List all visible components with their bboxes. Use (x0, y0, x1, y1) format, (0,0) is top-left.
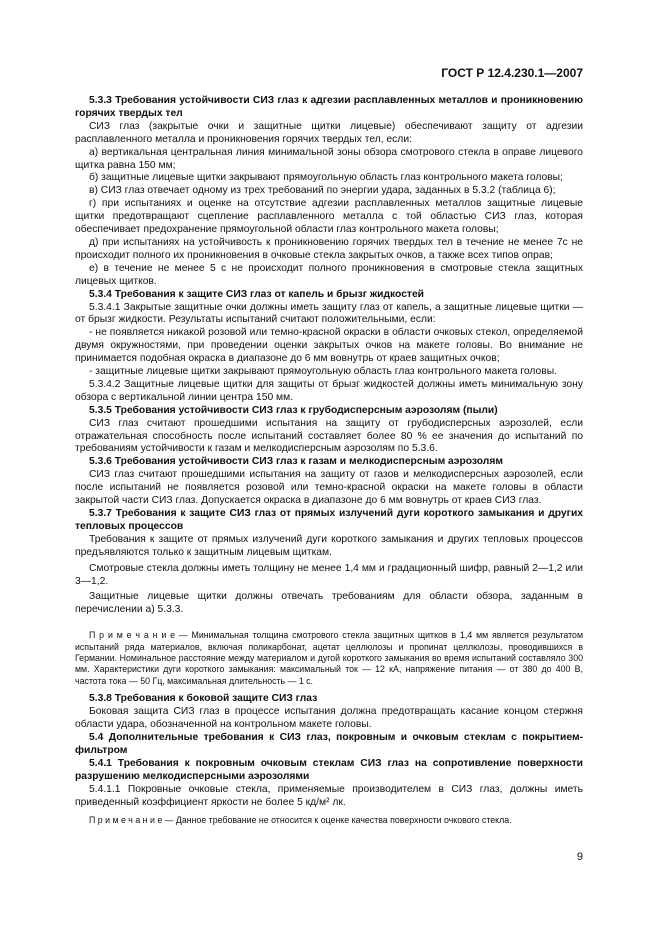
section-heading-5-3-8: 5.3.8 Требования к боковой защите СИЗ глаз (89, 693, 318, 705)
section-heading-5-3-6: 5.3.6 Требования устойчивости СИЗ глаз к газам и мелкодисперсным аэрозолям (89, 456, 503, 468)
list-item: г) при испытаниях и оценке на отсутствие адгезии расплавленных металлов защитные лицевые щитки предотвращают сцепление расплавленного металла с той областью СИЗ глаз, которая обеспечивает предохранение прямоугольной области глаз контрольного макета головы; (75, 198, 583, 236)
paragraph: СИЗ глаз считают прошедшими испытания на защиту от грубодисперсных аэрозолей, если отражательная способность после испытаний составляет более 80 % ее значения до испытаний по требованиям устойчивости к газам и мелкодисперсным аэрозолям по 5.3.6. (75, 417, 583, 455)
list-item: б) защитные лицевые щитки закрывают прямоугольную область глаз контрольного макета головы; (89, 172, 563, 184)
paragraph: 5.4.1.1 Покровные очковые стекла, применяемые производителем в СИЗ глаз, должны иметь приведенный коэффициент яркости не более 5 кд/м² лк. (75, 783, 583, 808)
list-item: е) в течение не менее 5 с не происходит полного проникновения в смотровые стекла защитных лицевых щитков. (75, 262, 583, 287)
paragraph: СИЗ глаз считают прошедшими испытания на защиту от газов и мелкодисперсных аэрозолей, если после испытаний не появляется розовой или темно-красной окраски на макете головы в области закрытой части СИЗ глаз. Допускается окраска в диапазоне до 6 мм вовнутрь от краев СИЗ глаз. (75, 469, 583, 507)
paragraph: Боковая защита СИЗ глаз в процессе испытания должна предотвращать касание концом стержня области удара, обозначенной на контрольном макете головы. (75, 706, 583, 731)
paragraph: СИЗ глаз (закрытые очки и защитные щитки лицевые) обеспечивают защиту от адгезии расплавленного металла и проникновения горячих твердых тел, если: (75, 120, 583, 145)
section-heading-5-4: 5.4 Дополнительные требования к СИЗ глаз, покровным и очковым стеклам с покрытием-фильтром (75, 732, 583, 756)
section-heading-5-4-1: 5.4.1 Требования к покровным очковым стеклам СИЗ глаз на сопротивление поверхности разрушению мелкодисперсными аэрозолями (75, 757, 583, 782)
paragraph: 5.3.4.2 Защитные лицевые щитки для защиты от брызг жидкостей должны иметь минимальную зону обзора с вертикальной линии центра 150 мм. (75, 378, 583, 403)
section-heading-5-3-7: 5.3.7 Требования к защите СИЗ глаз от прямых излучений дуги короткого замыкания и других тепловых процессов (75, 508, 583, 532)
section-heading-5-3-5: 5.3.5 Требования устойчивости СИЗ глаз к грубодисперсным аэрозолям (пыли) (89, 404, 498, 416)
paragraph: 5.3.4.1 Закрытые защитные очки должны иметь защиту глаз от капель, а защитные лицевые щитки — от брызг жидкости. Результаты испытаний считают положительными, если: (75, 301, 583, 326)
document-body (75, 95, 583, 827)
paragraph: Требования к защите от прямых излучений дуги короткого замыкания и других тепловых процессов предъявляются только к защитным лицевым щиткам. (75, 533, 583, 558)
list-item: а) вертикальная центральная линия минимальной зоны обзора смотрового стекла в оправе лицевого щитка равна 150 мм; (75, 146, 583, 171)
paragraph: Защитные лицевые щитки должны отвечать требованиям для области обзора, заданным в перечислении а) 5.3.3. (75, 591, 583, 616)
list-item: в) СИЗ глаз отвечает одному из трех требований по энергии удара, заданных в 5.3.2 (таблица 6); (89, 185, 556, 197)
list-item: - не появляется никакой розовой или темно-красной окраски в области очковых стекол, определяемой двумя окружностями, при проведении оценки закрытых очков на макете головы. Во внимание не принимается подобная окраска в диапазоне до 6 мм вовнутрь от краев защитных очков; (75, 327, 583, 365)
section-heading-5-3-3: 5.3.3 Требования устойчивости СИЗ глаз к адгезии расплавленных металлов и проникновению горячих твердых тел (75, 95, 583, 119)
paragraph: Смотровые стекла должны иметь толщину не менее 1,4 мм и градационный шифр, равный 2—1,2 или 3—1,2. (75, 562, 583, 587)
list-item: д) при испытаниях на устойчивость к проникновению горячих твердых тел в течение не менее 7с не происходит полного их проникновения в очковые стекла закрытых очков, а также всех типов оправ; (75, 236, 583, 261)
document-code: ГОСТ Р 12.4.230.1—2007 (441, 66, 583, 80)
list-item: - защитные лицевые щитки закрывают прямоугольную область глаз контрольного макета головы. (89, 366, 557, 378)
section-heading-5-3-4: 5.3.4 Требования к защите СИЗ глаз от капель и брызг жидкостей (89, 288, 425, 300)
note: П р и м е ч а н и е — Минимальная толщина смотрового стекла защитных щитков в 1,4 мм является результатом испытаний ряда материалов, включая поликарбонат, ацетат целлюлозы и пропинат целлюлозы, проводившихся в Германии. Номинальное расстояние между материалом и дугой короткого замыкания во время испытаний составляло 300 мм. Характеристики дуги короткого замыкания: максимальный ток — 12 кА, напряжение питания — от 380 до 400 В, частота тока — 50 Гц, максимальная длительность — 1 с. (75, 630, 583, 686)
page-number: 9 (576, 851, 583, 863)
note: П р и м е ч а н и е — Данное требование не относится к оценке качества поверхности очкового стекла. (89, 815, 512, 826)
